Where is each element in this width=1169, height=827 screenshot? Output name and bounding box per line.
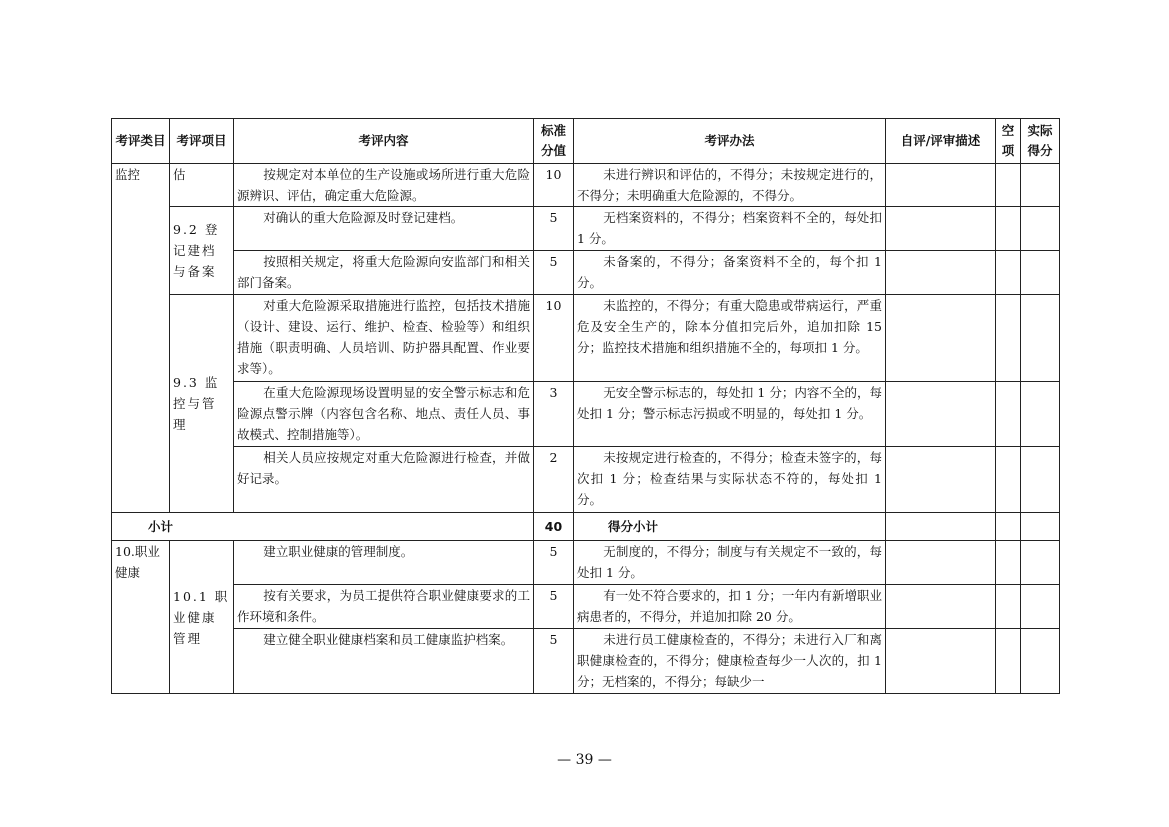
score-cell: 5 [534,251,574,295]
actual-score-cell[interactable] [1021,207,1060,251]
content-cell: 建立职业健康的管理制度。 [234,541,534,585]
self-review-cell[interactable] [886,164,996,207]
actual-score-cell[interactable] [1021,251,1060,295]
method-cell: 无档案资料的，不得分；档案资料不全的，每处扣 1 分。 [574,207,886,251]
self-review-cell[interactable] [886,295,996,382]
category-cell: 10.职业健康 [112,541,170,694]
subtotal-score: 40 [534,513,574,541]
actual-score-cell[interactable] [1021,295,1060,382]
header-blank: 空项 [996,119,1021,164]
table-row [112,629,1060,694]
actual-score-cell[interactable] [1021,585,1060,629]
page-number: — 39 — [557,752,612,768]
item-cell: 9.3 监控与管理 [170,295,234,513]
subtotal-method-label: 得分小计 [574,513,886,541]
table-row [112,541,1060,585]
header-row [112,119,1060,164]
content-cell: 对确认的重大危险源及时登记建档。 [234,207,534,251]
blank-cell[interactable] [996,585,1021,629]
table-row [112,382,1060,447]
self-review-cell[interactable] [886,382,996,447]
method-cell: 未进行员工健康检查的，不得分；未进行入厂和离职健康检查的，不得分；健康检查每少一人次的，扣 1 分；无档案的，不得分；每缺少一 [574,629,886,694]
self-review-cell[interactable] [886,251,996,295]
content-cell: 对重大危险源采取措施进行监控，包括技术措施（设计、建设、运行、维护、检查、检验等）和组织措施（职责明确、人员培训、防护器具配置、作业要求等）。 [234,295,534,382]
blank-cell[interactable] [996,447,1021,513]
method-cell: 有一处不符合要求的，扣 1 分；一年内有新增职业病患者的，不得分，并追加扣除 20 分。 [574,585,886,629]
table-row [112,585,1060,629]
header-content: 考评内容 [234,119,534,164]
method-cell: 未备案的，不得分；备案资料不全的，每个扣 1 分。 [574,251,886,295]
score-cell: 3 [534,382,574,447]
actual-score-cell[interactable] [1021,629,1060,694]
blank-cell[interactable] [996,513,1021,541]
method-cell: 未进行辨识和评估的，不得分；未按规定进行的，不得分；未明确重大危险源的，不得分。 [574,164,886,207]
item-cell: 10.1 职业健康管理 [170,541,234,694]
table-row [112,164,1060,207]
score-cell: 5 [534,585,574,629]
category-cell: 监控 [112,164,170,513]
content-cell: 按有关要求，为员工提供符合职业健康要求的工作环境和条件。 [234,585,534,629]
score-cell: 5 [534,629,574,694]
self-review-cell[interactable] [886,541,996,585]
table-row [112,447,1060,513]
method-cell: 未监控的，不得分；有重大隐患或带病运行，严重危及安全生产的，除本分值扣完后外，追加扣除 15 分；监控技术措施和组织措施不全的，每项扣 1 分。 [574,295,886,382]
evaluation-table [111,118,1060,694]
item-cell: 9.2 登记建档与备案 [170,207,234,295]
content-cell: 按照相关规定，将重大危险源向安监部门和相关部门备案。 [234,251,534,295]
self-review-cell[interactable] [886,585,996,629]
content-cell: 建立健全职业健康档案和员工健康监护档案。 [234,629,534,694]
method-cell: 无制度的，不得分；制度与有关规定不一致的，每处扣 1 分。 [574,541,886,585]
blank-cell[interactable] [996,251,1021,295]
score-cell: 2 [534,447,574,513]
self-review-cell[interactable] [886,513,996,541]
blank-cell[interactable] [996,629,1021,694]
subtotal-label: 小计 [112,513,534,541]
table-row [112,207,1060,251]
item-cell: 估 [170,164,234,207]
blank-cell[interactable] [996,541,1021,585]
content-cell: 按规定对本单位的生产设施或场所进行重大危险源辨识、评估，确定重大危险源。 [234,164,534,207]
self-review-cell[interactable] [886,447,996,513]
actual-score-cell[interactable] [1021,164,1060,207]
score-cell: 10 [534,164,574,207]
method-cell: 无安全警示标志的，每处扣 1 分；内容不全的，每处扣 1 分；警示标志污损或不明显的，每处扣 1 分。 [574,382,886,447]
header-method: 考评办法 [574,119,886,164]
blank-cell[interactable] [996,382,1021,447]
actual-score-cell[interactable] [1021,382,1060,447]
header-score: 标准分值 [534,119,574,164]
blank-cell[interactable] [996,295,1021,382]
blank-cell[interactable] [996,207,1021,251]
content-cell: 相关人员应按规定对重大危险源进行检查，并做好记录。 [234,447,534,513]
blank-cell[interactable] [996,164,1021,207]
actual-score-cell[interactable] [1021,513,1060,541]
header-category: 考评类目 [112,119,170,164]
score-cell: 5 [534,207,574,251]
table-row [112,295,1060,382]
header-self-review: 自评/评审描述 [886,119,996,164]
score-cell: 10 [534,295,574,382]
header-item: 考评项目 [170,119,234,164]
score-cell: 5 [534,541,574,585]
content-cell: 在重大危险源现场设置明显的安全警示标志和危险源点警示牌（内容包含名称、地点、责任人员、事故模式、控制措施等）。 [234,382,534,447]
actual-score-cell[interactable] [1021,541,1060,585]
subtotal-row [112,513,1060,541]
header-actual: 实际得分 [1021,119,1060,164]
method-cell: 未按规定进行检查的，不得分；检查未签字的，每次扣 1 分；检查结果与实际状态不符的，每处扣 1 分。 [574,447,886,513]
table-row [112,251,1060,295]
self-review-cell[interactable] [886,207,996,251]
actual-score-cell[interactable] [1021,447,1060,513]
self-review-cell[interactable] [886,629,996,694]
